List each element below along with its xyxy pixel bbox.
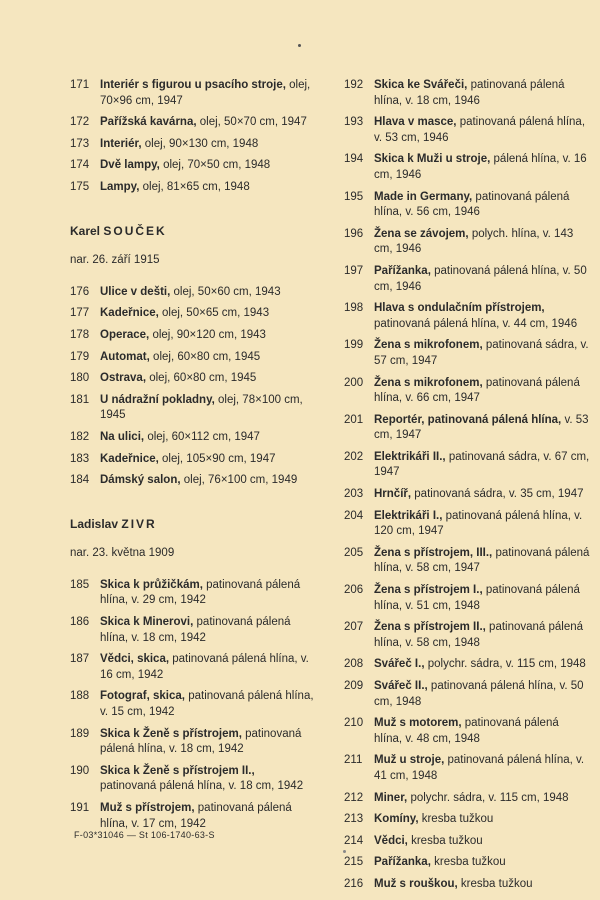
entry-number: 190 bbox=[70, 764, 90, 777]
catalog-entry bbox=[344, 679, 590, 710]
entry-details: kresba tužkou bbox=[421, 813, 494, 826]
catalog-entry bbox=[70, 371, 314, 387]
entry-title: Fotograf, skica, bbox=[100, 690, 185, 703]
entry-text bbox=[374, 546, 590, 577]
entry-details: olej, 50×65 cm, 1943 bbox=[162, 307, 270, 320]
catalog-entry bbox=[70, 615, 314, 646]
entry-number: 183 bbox=[70, 452, 90, 465]
entry-details: patinovaná pálená hlína, v. 51 cm, 1948 bbox=[374, 584, 580, 612]
entry-number: 211 bbox=[344, 754, 363, 767]
entry-title: Made in Germany, bbox=[374, 190, 473, 203]
entry-number: 184 bbox=[70, 474, 90, 487]
entry-title: Elektrikáři II., bbox=[374, 450, 446, 463]
entry-title: Žena s přístrojem II., bbox=[374, 621, 486, 634]
catalog-entry bbox=[344, 546, 590, 577]
entry-details: kresba tužkou bbox=[434, 856, 506, 869]
entry-number: 181 bbox=[70, 393, 90, 406]
entry-details: olej, 70×50 cm, 1948 bbox=[163, 159, 271, 172]
entry-text bbox=[374, 620, 590, 651]
entry-title: Hlava s ondulačním přístrojem, bbox=[374, 302, 545, 315]
entry-details: kresba tužkou bbox=[411, 834, 483, 847]
entry-title: Vědci, skica, bbox=[100, 653, 170, 666]
entry-details: patinovaná pálená hlína, v. 50 cm, 1948 bbox=[374, 680, 584, 708]
entry-number: 204 bbox=[344, 509, 364, 522]
entry-number: 212 bbox=[344, 791, 364, 804]
entry-text bbox=[374, 877, 590, 893]
entry-title: Kadeřnice, bbox=[100, 452, 159, 465]
entry-number: 207 bbox=[344, 621, 364, 634]
entry-number: 173 bbox=[70, 137, 90, 150]
entry-title: Skica k Minerovi, bbox=[100, 616, 194, 629]
catalog-entry bbox=[344, 753, 590, 784]
entry-number: 171 bbox=[70, 79, 90, 91]
entry-details: olej, 78×100 cm, 1945 bbox=[100, 393, 303, 422]
artist-heading bbox=[70, 517, 314, 533]
entry-number: 197 bbox=[344, 264, 364, 277]
catalog-entry bbox=[344, 413, 590, 444]
entry-title: Automat, bbox=[100, 350, 150, 363]
entry-title: Žena s přístrojem, III., bbox=[374, 546, 493, 559]
catalog-entry bbox=[70, 328, 314, 344]
catalog-entry bbox=[344, 620, 590, 651]
catalog-entry bbox=[70, 727, 314, 758]
entry-number: 206 bbox=[344, 584, 364, 597]
entry-title: Ostrava, bbox=[100, 372, 147, 385]
catalog-entry bbox=[70, 306, 314, 322]
print-code: F-03*31046 — St 106-1740-63-S bbox=[74, 830, 215, 840]
entry-text bbox=[374, 657, 590, 673]
entry-details: patinovaná pálená hlína, v. 48 cm, 1948 bbox=[374, 717, 559, 745]
entry-text bbox=[100, 801, 314, 832]
right-column bbox=[344, 78, 590, 893]
catalog-entry bbox=[344, 78, 590, 109]
entry-details: patinovaná pálená hlína, v. 18 cm, 1942 bbox=[100, 727, 302, 756]
entry-title: Muž s přístrojem, bbox=[100, 802, 195, 814]
catalog-entry bbox=[344, 716, 590, 747]
catalog-entry bbox=[344, 791, 590, 807]
entry-text bbox=[374, 716, 590, 747]
catalog-entry bbox=[70, 115, 314, 131]
entry-title: Ulice v dešti, bbox=[100, 285, 171, 298]
entry-number: 201 bbox=[344, 413, 364, 426]
entry-text bbox=[374, 338, 590, 369]
entry-title: Pařížská kavárna, bbox=[100, 116, 197, 129]
entry-details: kresba tužkou bbox=[460, 877, 533, 890]
entry-title: Žena s mikrofonem, bbox=[374, 339, 483, 352]
catalog-entry bbox=[70, 801, 314, 832]
entry-text bbox=[374, 855, 590, 871]
catalog-entry bbox=[344, 657, 590, 673]
entry-number: 192 bbox=[344, 79, 364, 91]
entry-text bbox=[100, 452, 314, 468]
entry-title: Svářeč I., bbox=[374, 658, 425, 671]
catalog-entry bbox=[344, 877, 590, 893]
entry-number: 186 bbox=[70, 616, 90, 629]
entry-details: olej, 105×90 cm, 1947 bbox=[162, 452, 276, 465]
entry-text bbox=[100, 393, 314, 424]
catalog-entry bbox=[70, 180, 314, 196]
entry-number: 203 bbox=[344, 488, 364, 501]
catalog-entry bbox=[344, 812, 590, 828]
entry-number: 200 bbox=[344, 376, 364, 389]
entry-text bbox=[374, 791, 590, 807]
entry-number: 188 bbox=[70, 690, 90, 703]
entry-title: Muž s motorem, bbox=[374, 717, 462, 730]
entry-details: olej, 60×80 cm, 1945 bbox=[153, 350, 261, 363]
catalog-entry bbox=[70, 78, 314, 109]
entry-number: 174 bbox=[70, 159, 90, 172]
entry-number: 185 bbox=[70, 578, 90, 591]
entry-details: patinovaná pálená hlína, v. 16 cm, 1942 bbox=[100, 653, 309, 681]
entry-text bbox=[374, 301, 590, 332]
entry-details: v. 53 cm, 1947 bbox=[374, 413, 589, 442]
left-column bbox=[70, 78, 314, 832]
entry-number: 198 bbox=[344, 302, 364, 315]
catalog-entry bbox=[70, 158, 314, 174]
entry-details: polychr. sádra, v. 115 cm, 1948 bbox=[410, 791, 569, 804]
entry-text bbox=[100, 578, 314, 609]
entry-number: 172 bbox=[70, 116, 90, 129]
entry-title: Pařížanka, bbox=[374, 264, 431, 277]
entry-number: 175 bbox=[70, 180, 90, 193]
catalog-entry bbox=[344, 583, 590, 614]
entry-number: 199 bbox=[344, 339, 364, 352]
entry-details: patinovaná pálená hlína, v. 18 cm, 1942 bbox=[100, 780, 304, 793]
entry-details: patinovaná sádra, v. 35 cm, 1947 bbox=[414, 488, 584, 501]
entry-number: 195 bbox=[344, 190, 364, 203]
catalog-entry bbox=[70, 137, 314, 153]
entry-title: U nádražní pokladny, bbox=[100, 393, 215, 406]
entry-text bbox=[374, 753, 590, 784]
entry-title: Reportér, patinovaná pálená hlína, bbox=[374, 413, 562, 426]
entry-title: Žena se závojem, bbox=[374, 227, 469, 240]
entry-number: 208 bbox=[344, 658, 364, 671]
entry-details: olej, 76×100 cm, 1949 bbox=[183, 474, 298, 487]
entry-text bbox=[100, 285, 314, 301]
catalog-entry bbox=[344, 338, 590, 369]
entry-text bbox=[100, 727, 314, 758]
entry-number: 215 bbox=[344, 856, 364, 869]
entry-title: Lampy, bbox=[100, 180, 140, 193]
entry-number: 191 bbox=[70, 802, 90, 814]
entry-title: Interiér s figurou u psacího stroje, bbox=[100, 79, 286, 91]
entry-text bbox=[100, 473, 314, 489]
catalog-entry bbox=[70, 689, 314, 720]
entry-text bbox=[374, 227, 590, 258]
entry-title: Kadeřnice, bbox=[100, 307, 159, 320]
entry-details: olej, 60×112 cm, 1947 bbox=[147, 430, 260, 443]
entry-text bbox=[374, 152, 590, 183]
catalog-entry bbox=[70, 578, 314, 609]
entry-details: olej, 81×65 cm, 1948 bbox=[142, 180, 250, 193]
entry-text bbox=[100, 115, 314, 131]
entry-details: patinovaná pálená hlína, v. 58 cm, 1948 bbox=[374, 621, 584, 649]
artist-first-name: Karel bbox=[70, 223, 101, 238]
entry-title: Pařížanka, bbox=[374, 856, 431, 869]
entry-number: 202 bbox=[344, 450, 364, 463]
entry-details: olej, 70×96 cm, 1947 bbox=[100, 79, 311, 107]
entry-text bbox=[374, 264, 590, 295]
entry-title: Muž s rouškou, bbox=[374, 877, 458, 890]
catalog-entry bbox=[344, 834, 590, 850]
entry-details: patinovaná pálená hlína, v. 66 cm, 1947 bbox=[374, 376, 580, 405]
entry-details: patinovaná pálená hlína, v. 41 cm, 1948 bbox=[374, 754, 585, 782]
entry-details: olej, 50×60 cm, 1943 bbox=[173, 285, 281, 298]
entry-text bbox=[374, 509, 590, 540]
entry-text bbox=[374, 834, 590, 850]
entry-text bbox=[100, 430, 314, 446]
artist-heading bbox=[70, 224, 314, 240]
catalog-list bbox=[70, 285, 314, 489]
entry-text bbox=[100, 615, 314, 646]
catalog-entry bbox=[70, 652, 314, 683]
entry-text bbox=[374, 679, 590, 710]
catalog-entry bbox=[70, 452, 314, 468]
catalog-entry bbox=[344, 227, 590, 258]
entry-title: Hrnčíř, bbox=[374, 488, 412, 501]
entry-title: Muž u stroje, bbox=[374, 754, 445, 767]
entry-title: Žena s mikrofonem, bbox=[374, 376, 483, 389]
catalog-entry bbox=[344, 152, 590, 183]
entry-details: patinovaná sádra, v. 67 cm, 1947 bbox=[374, 450, 590, 479]
entry-details: olej, 90×130 cm, 1948 bbox=[144, 137, 259, 150]
entry-details: patinovaná pálená hlína, v. 53 cm, 1946 bbox=[374, 116, 586, 144]
entry-details: olej, 50×70 cm, 1947 bbox=[199, 116, 307, 129]
entry-details: patinovaná sádra, v. 57 cm, 1947 bbox=[374, 339, 589, 367]
catalog-entry bbox=[344, 115, 590, 146]
entry-number: 209 bbox=[344, 680, 364, 692]
entry-details: patinovaná pálená hlína, v. 15 cm, 1942 bbox=[100, 690, 314, 719]
entry-title: Elektrikáři I., bbox=[374, 509, 443, 522]
entry-text bbox=[100, 328, 314, 344]
entry-number: 194 bbox=[344, 153, 364, 166]
catalog-list bbox=[344, 78, 590, 893]
entry-title: Operace, bbox=[100, 328, 150, 341]
entry-number: 214 bbox=[344, 834, 364, 847]
entry-text bbox=[100, 350, 314, 366]
catalog-entry bbox=[70, 350, 314, 366]
entry-text bbox=[374, 190, 590, 221]
entry-title: Svářeč II., bbox=[374, 680, 428, 692]
catalog-entry bbox=[70, 764, 314, 795]
entry-text bbox=[100, 764, 314, 795]
catalog-entry bbox=[344, 509, 590, 540]
catalog-entry bbox=[70, 393, 314, 424]
catalog-entry bbox=[70, 430, 314, 446]
entry-number: 196 bbox=[344, 227, 364, 240]
entry-title: Komíny, bbox=[374, 813, 419, 826]
entry-number: 205 bbox=[344, 546, 364, 559]
entry-number: 216 bbox=[344, 877, 364, 890]
entry-details: patinovaná pálená hlína, v. 56 cm, 1946 bbox=[374, 190, 570, 219]
entry-details: polych. hlína, v. 143 cm, 1946 bbox=[374, 227, 574, 256]
entry-number: 176 bbox=[70, 285, 90, 298]
entry-title: Interiér, bbox=[100, 137, 142, 150]
catalog-entry bbox=[70, 473, 314, 489]
entry-details: polychr. sádra, v. 115 cm, 1948 bbox=[427, 658, 586, 671]
catalog-list bbox=[70, 578, 314, 832]
entry-details: patinovaná pálená hlína, v. 18 cm, 1946 bbox=[374, 79, 565, 107]
entry-details: olej, 60×80 cm, 1945 bbox=[149, 372, 257, 385]
artist-first-name: Ladislav bbox=[70, 516, 119, 531]
catalog-entry bbox=[344, 487, 590, 503]
entry-title: Skica k Ženě s přístrojem, bbox=[100, 727, 242, 740]
catalog-entry bbox=[344, 264, 590, 295]
entry-title: Hlava v masce, bbox=[374, 116, 457, 129]
entry-details: pálená hlína, v. 16 cm, 1946 bbox=[374, 153, 587, 181]
entry-number: 179 bbox=[70, 350, 90, 363]
entry-text bbox=[374, 487, 590, 503]
entry-title: Vědci, bbox=[374, 834, 408, 847]
entry-title: Skica k Ženě s přístrojem II., bbox=[100, 764, 255, 777]
artist-birth: nar. 26. září 1915 bbox=[70, 254, 160, 267]
catalog-entry bbox=[344, 855, 590, 871]
entry-number: 178 bbox=[70, 328, 90, 341]
artist-birth: nar. 23. května 1909 bbox=[70, 547, 175, 560]
entry-number: 213 bbox=[344, 813, 364, 826]
entry-number: 177 bbox=[70, 307, 90, 320]
entry-text bbox=[374, 376, 590, 407]
entry-title: Miner, bbox=[374, 791, 408, 804]
entry-title: Dvě lampy, bbox=[100, 159, 160, 172]
entry-details: patinovaná pálená hlína, v. 29 cm, 1942 bbox=[100, 578, 301, 607]
entry-title: Skica k průžičkám, bbox=[100, 578, 203, 591]
entry-text bbox=[374, 812, 590, 828]
entry-text bbox=[374, 413, 590, 444]
entry-number: 180 bbox=[70, 372, 90, 385]
entry-title: Dámský salon, bbox=[100, 474, 181, 487]
entry-title: Skica ke Svářeči, bbox=[374, 79, 468, 91]
catalog-entry bbox=[344, 190, 590, 221]
entry-details: patinovaná pálená hlína, v. 17 cm, 1942 bbox=[100, 802, 292, 830]
entry-number: 182 bbox=[70, 430, 90, 443]
entry-text bbox=[374, 78, 590, 109]
entry-title: Žena s přístrojem I., bbox=[374, 584, 483, 597]
entry-text bbox=[374, 115, 590, 146]
entry-number: 193 bbox=[344, 116, 364, 129]
print-speck bbox=[298, 44, 301, 47]
entry-text bbox=[100, 689, 314, 720]
catalog-entry bbox=[344, 301, 590, 332]
entry-text bbox=[100, 306, 314, 322]
entry-details: patinovaná pálená hlína, v. 50 cm, 1946 bbox=[374, 264, 587, 293]
entry-details: patinovaná pálená hlína, v. 44 cm, 1946 bbox=[374, 317, 578, 330]
catalog-list bbox=[70, 78, 314, 196]
entry-text bbox=[100, 371, 314, 387]
entry-details: patinovaná pálená hlína, v. 58 cm, 1947 bbox=[374, 546, 590, 575]
catalog-entry bbox=[344, 376, 590, 407]
entry-text bbox=[100, 158, 314, 174]
entry-text bbox=[100, 137, 314, 153]
entry-details: patinovaná pálená hlína, v. 18 cm, 1942 bbox=[100, 616, 291, 644]
entry-details: patinovaná pálená hlína, v. 120 cm, 1947 bbox=[374, 509, 583, 538]
entry-number: 187 bbox=[70, 653, 90, 666]
entry-title: Skica k Muži u stroje, bbox=[374, 153, 491, 166]
entry-title: Na ulici, bbox=[100, 430, 145, 443]
entry-text bbox=[100, 652, 314, 683]
entry-text bbox=[374, 583, 590, 614]
entry-text bbox=[100, 78, 314, 109]
entry-number: 210 bbox=[344, 717, 364, 730]
entry-details: olej, 90×120 cm, 1943 bbox=[152, 328, 266, 341]
entry-number: 189 bbox=[70, 727, 90, 740]
catalog-entry bbox=[70, 285, 314, 301]
entry-text bbox=[374, 450, 590, 481]
artist-surname: SOUČEK bbox=[103, 223, 167, 238]
artist-surname: ZIVR bbox=[121, 516, 157, 531]
catalog-entry bbox=[344, 450, 590, 481]
entry-text bbox=[100, 180, 314, 196]
